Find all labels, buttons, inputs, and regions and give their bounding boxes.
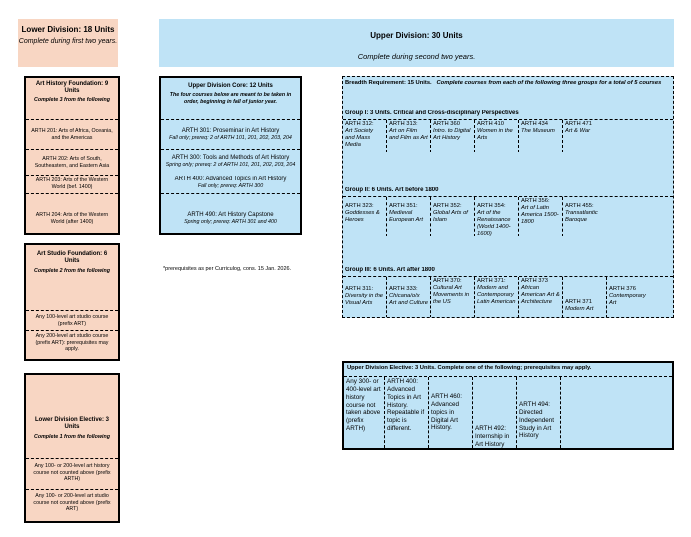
upper-division-header [159,19,674,67]
lower-division-subtitle: Complete during first two years. [18,38,118,45]
group3-course-370: ARTH 370: Cultural Art Movements in the US [431,277,475,317]
lde-title: Lower Division Elective: 3 Units [34,417,110,431]
lde-item-studio: Any 100- or 200-level art studio course not counted above (prefix ART) [33,493,111,513]
upper-division-subtitle: Complete during second two years. [357,52,476,61]
upper-division-core-box [159,76,302,235]
ahf-item-202: ARTH 202: Arts of South, Southeastern, and Eastern Asia [26,150,118,176]
ahf-subtitle: Complete 3 from the following [34,97,110,104]
asf-item-100: Any 100-level art studio course (prefix ART) [26,311,118,331]
ude-course-arth-460: ARTH 460: Advanced topics in Digital Art History. [429,377,473,448]
lower-division-elective-box [24,373,120,523]
lower-division-header [18,19,118,67]
group3-row [343,276,673,317]
group2-course-351: ARTH 351: Medieval European Art [387,197,431,236]
asf-item-200: Any 200-level art studio course (prefix ART): prerequisites may apply. [35,333,109,353]
group1-course-410: ARTH 410 Women in the Arts [475,120,519,152]
upper-division-title: Upper Division: 30 Units [370,31,463,40]
group3-title: Group III: 6 Units. Art after 1800 [345,267,435,273]
group2-row [343,196,673,236]
ude-title: Upper Division Elective: 3 Units. Complete one of the following; prerequisites may apply. [344,363,672,377]
group3-course-371: ARTH 371: Modern and Contemporary Latin American [475,277,519,317]
group1-course-313: ARTH 313: Art on Film and Film as Art [387,120,431,152]
group3-course-373: ARTH 373 African American Art & Architecture [519,277,563,317]
breadth-subtitle: Complete courses from each of the following three groups for a total of 5 courses [436,80,662,86]
asf-subtitle: Complete 2 from the following [34,268,110,275]
prerequisites-footnote: *prerequisites as per Curriculog, cons. 15 Jan. 2026. [163,266,292,272]
udc-course-300: ARTH 300: Tools and Methods of Art History Spring only; prereq: 2 of ARTH 101, 201, 202, 203, 204 [165,155,296,169]
upper-division-elective-box [342,361,674,450]
breadth-title: Breadth Requirement: 15 Units. [345,80,432,86]
art-studio-foundation-box [24,243,120,361]
art-history-foundation-box [24,76,120,235]
ude-course-any-300-400: Any 300- or 400-level art history course not taken above (prefix ARTH) [344,377,385,448]
ude-course-arth-400: ARTH 400: Advanced Topics in Art History. Repeatable if topic is different. [385,377,429,448]
group1-course-434: ARTH 434 The Museum [519,120,563,152]
group3-course-311: ARTH 311: Diversity in the Visual Arts [343,277,387,317]
group1-title: Group I: 3 Units. Critical and Cross-disciplinary Perspectives [345,110,519,116]
group3-course-371-modern: ARTH 371 Modern Art [563,277,607,317]
group2-course-352: ARTH 352: Global Arts of Islam [431,197,475,236]
ude-course-arth-494: ARTH 494: Directed Independent Study in Art History [517,377,561,448]
udc-title: Upper Division Core: 12 Units [188,83,273,89]
group2-course-354: ARTH 354: Art of the Renaissance (World 1400-1600) [475,197,519,236]
ahf-item-203: ARTH 203: Arts of the Western World (bef. 1400) [26,176,118,194]
lde-subtitle: Complete 1 from the following [34,434,110,441]
breadth-requirement-box [342,76,674,318]
group2-course-323: ARTH 323: Goddesses & Heroes [343,197,387,236]
group2-title: Group II: 6 Units. Art before 1800 [345,187,439,193]
group1-course-360: ARTH 360 Intro. to Digital Art History [431,120,475,152]
group2-course-455: ARTH 455: Transatlantic Baroque [563,197,607,236]
group3-course-376: ARTH 376 Contemporary Art [607,277,651,317]
ahf-item-201: ARTH 201: Arts of Africa, Oceania, and the Americas [26,120,118,150]
ahf-title: Art History Foundation: 9 Units [35,81,109,95]
group3-course-333: ARTH 333: Chicana/o/x Art and Culture [387,277,431,317]
udc-course-490: ARTH 490: Art History Capstone Spring only; prereq: ARTH 301 and 400 [184,212,277,226]
udc-course-301: ARTH 301: Proseminar in Art History Fall only; prereq: 2 of ARTH 101, 201, 202, 203, 204 [161,120,300,150]
group1-row [343,119,673,152]
udc-course-400: ARTH 400: Advanced Topics in Art History Fall only; prereq: ARTH 300 [161,176,300,194]
group1-course-312: ARTH 312: Art Society and Mass Media [343,120,387,152]
lde-item-history: Any 100- or 200-level art history course not counted above (prefix ARTH) [26,459,118,490]
ude-course-arth-492: ARTH 492: Internship in Art History [473,377,517,448]
ahf-item-204: ARTH 204: Arts of the Western World (after 1400) [35,212,109,225]
udc-subtitle: The four courses below are meant to be taken in order, beginning in fall of junior year. [169,92,292,105]
asf-title: Art Studio Foundation: 6 Units [36,251,108,265]
group2-course-356: ARTH 356: Art of Latin America 1500-1800 [519,197,563,236]
group1-course-471: ARTH 471 Art & War [563,120,607,152]
lower-division-title: Lower Division: 18 Units [21,25,115,34]
